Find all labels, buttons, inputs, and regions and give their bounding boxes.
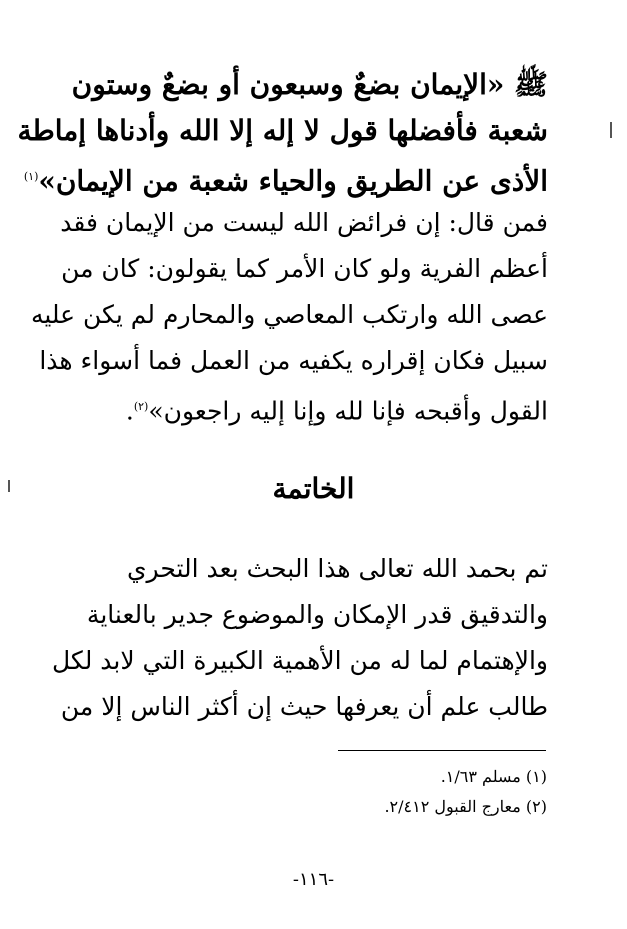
hadith-line: شعبة فأفضلها قول لا إله إلا الله وأدناها إماطة (17, 114, 548, 147)
body-line: سبيل فكان إقراره يكفيه من العمل فما أسواء هذا (39, 346, 548, 375)
hadith-paragraph (17, 62, 548, 204)
body-line: عصى الله وارتكب المعاصي والمحارم لم يكن عليه (30, 300, 548, 329)
footnote-item: (٢) معارج القبول ٢/٤١٢. (384, 797, 547, 816)
body-line-text: القول وأقبحه فإنا لله وإنا إليه راجعون» (148, 396, 548, 426)
footnote-divider (338, 750, 546, 751)
margin-mark (610, 122, 612, 138)
body-line: فمن قال: إن فرائض الله ليست من الإيمان فقد (60, 208, 548, 237)
body-paragraph (30, 200, 548, 434)
footnote-marker[interactable]: (١) (23, 170, 39, 183)
footnote-item: (١) مسلم ١/٦٣. (440, 767, 547, 786)
footnote-marker[interactable]: (٢) (133, 400, 149, 413)
conclusion-line: والإهتمام لما له من الأهمية الكبيرة التي لابد لكل (51, 646, 548, 675)
hadith-line (23, 154, 548, 204)
conclusion-paragraph (42, 546, 548, 730)
footnotes (300, 762, 547, 822)
body-line: أعظم الفرية ولو كان الأمر كما يقولون: كان من (61, 254, 548, 283)
conclusion-line: تم بحمد الله تعالى هذا البحث بعد التحري (126, 554, 548, 583)
hadith-line-text: الأذى عن الطريق والحياء شعبة من الإيمان» (38, 164, 548, 198)
body-line (42, 384, 548, 434)
page-number: -١١٦- (292, 869, 335, 890)
section-heading: الخاتمة (272, 472, 355, 505)
conclusion-line: والتدقيق قدر الإمكان والموضوع جدير بالعناية (86, 600, 548, 629)
conclusion-line: طالب علم أن يعرفها حيث إن أكثر الناس إلا من (60, 692, 548, 721)
hadith-line: ﷺ «الإيمان بضعٌ وسبعون أو بضعٌ وستون (71, 68, 548, 101)
sentence-period: . (125, 396, 134, 426)
